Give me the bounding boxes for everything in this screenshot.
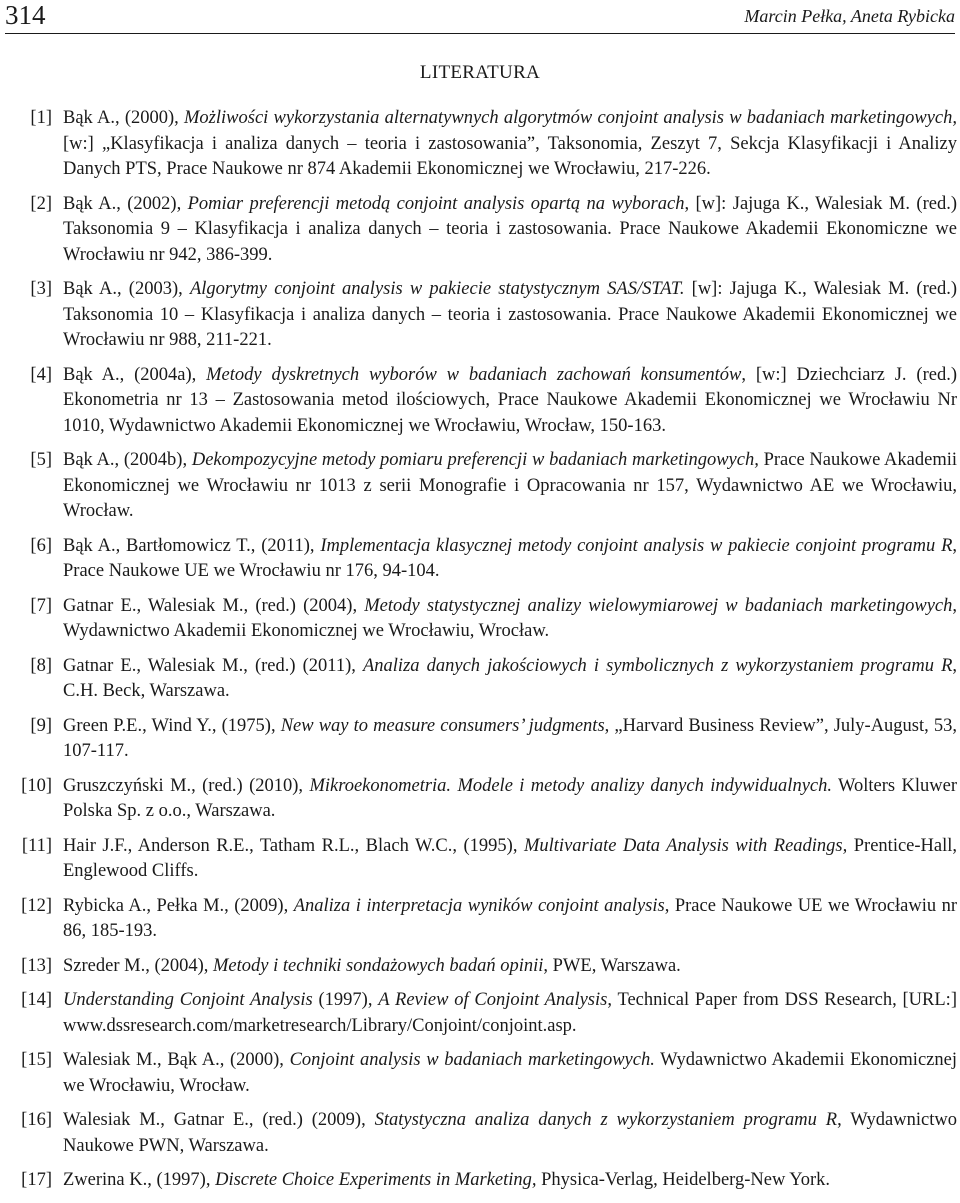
reference-text-segment: , Prace Naukowe UE we Wrocławiu nr 176, 94-104. [63,535,958,581]
reference-item [0,654,960,705]
reference-number: [15] [21,1050,52,1070]
reference-text [63,448,957,525]
reference-title-italic: Pomiar preferencji metodą conjoint analysis opartą na wyborach [187,193,685,214]
reference-text-segment: Physica-Verlag, Heidelberg-New York. [536,1170,831,1190]
reference-title-italic: A Review of Conjoint Analysis [378,990,608,1010]
reference-number: [16] [21,1110,52,1130]
reference-text-segment: Bąk A., (2000), [63,108,185,128]
reference-item [0,106,960,183]
reference-item [0,1108,960,1159]
reference-text [63,594,957,645]
section-title: LITERATURA [419,62,541,83]
reference-title-italic: Metody i techniki sondażowych badań opinii [213,955,544,976]
reference-text-segment: Prace Naukowe Akademii Ekonomicznej we Wrocławiu nr 1013 z serii Monografie i Opracowania nr 157, Wydawnictwo AE we Wrocławiu, Wrocław. [63,450,957,521]
reference-text [63,363,957,440]
reference-text [63,894,957,945]
reference-text-segment: Walesiak M., Gatnar E., (red.) (2009), [63,1110,375,1130]
reference-text-segment: , C.H. Beck, Warszawa. [63,655,957,701]
reference-text-segment: , [w]: Jajuga K., Walesiak M. (red.) Taksonomia 9 – Klasyfikacja i analiza danych – teoria i zastosowania. Prace Naukowe Akademii Ekonomiczne we Wrocławiu nr 942, 386-399. [63,193,957,265]
reference-text-segment: Bąk A., (2003), [63,279,190,299]
reference-text-segment: Szreder M., (2004), [63,955,214,976]
reference-title-italic: Statystyczna analiza danych z wykorzystaniem programu R [374,1110,838,1130]
reference-text-segment: Walesiak M., Bąk A., (2000), [63,1050,290,1070]
reference-text [63,714,957,765]
reference-number: [17] [21,1170,52,1190]
reference-text-segment: [w:] „Klasyfikacja i analiza danych – teoria i zastosowania”, Taksonomia, Zeszyt 7, Sekcja Klasyfikacji i Analizy Danych PTS, Prace Naukowe nr 874 Akademii Ekonomicznej we Wrocławiu, 217-226. [63,133,957,179]
reference-text-segment: , Wydawnictwo Akademii Ekonomicznej we Wrocławiu, Wrocław. [63,595,958,641]
reference-number: [5] [30,450,52,470]
reference-item [0,834,960,885]
reference-number: [7] [30,595,52,616]
reference-text [63,1048,957,1099]
reference-text-segment: , „Harvard Business Review”, July-August, 53, 107-117. [63,715,958,761]
reference-title-italic: Analiza i interpretacja wyników conjoint analysis [293,895,665,916]
page-header [0,0,960,36]
reference-text-segment: Wolters Kluwer Polska Sp. z o.o., Warszawa. [63,775,957,821]
reference-number: [13] [21,955,52,976]
reference-text-segment: , [w:] Dziechciarz J. (red.) Ekonometria nr 13 – Zastosowania metod ilościowych, Prace Naukowe Akademii Ekonomicznej we Wrocławiu Nr 1010, Wydawnictwo Akademii Ekonomicznej we Wrocławiu, Wrocław, 150-163. [63,364,957,436]
reference-text [63,654,957,705]
reference-item [0,277,960,354]
running-head-authors: Marcin Pełka, Aneta Rybicka [744,6,955,26]
reference-title-italic: Implementacja klasycznej metody conjoint analysis w pakiecie conjoint programu R [320,535,953,556]
reference-item [0,1168,960,1194]
reference-item [0,988,960,1039]
reference-item [0,192,960,269]
reference-text [63,1108,957,1159]
reference-text-segment: Hair J.F., Anderson R.E., Tatham R.L., Blach W.C., (1995), [63,835,524,856]
reference-text [63,1168,957,1194]
reference-text-segment: , Wydawnictwo Naukowe PWN, Warszawa. [63,1110,957,1156]
reference-number: [11] [21,835,52,856]
reference-text-segment: Bąk A., (2004b), [63,450,192,470]
reference-text-segment: Gatnar E., Walesiak M., (red.) (2011), [63,655,363,676]
reference-title-italic: Conjoint analysis w badaniach marketingowych. [289,1050,655,1070]
reference-text-segment: Wydawnictwo Akademii Ekonomicznej we Wrocławiu, Wrocław. [63,1050,957,1096]
reference-number: [1] [30,108,52,128]
reference-item [0,594,960,645]
reference-item [0,774,960,825]
reference-text-segment: Gruszczyński M., (red.) (2010), [63,775,310,796]
reference-text-segment: Rybicka A., Pełka M., (2009), [63,895,294,916]
reference-text-segment: , Technical Paper from DSS Research, [URL:] www.dssresearch.com/marketresearch/Library/Conjoint/conjoint.asp. [63,990,957,1036]
reference-text-segment: , PWE, Warszawa. [543,955,681,976]
reference-title-italic: Analiza danych jakościowych i symbolicznych z wykorzystaniem programu R [362,655,953,676]
reference-text [63,774,957,825]
reference-item [0,363,960,440]
reference-title-italic: Metody statystycznej analizy wielowymiarowej w badaniach marketingowych [364,595,953,616]
reference-title-italic: New way to measure consumers’ judgments [280,715,605,736]
reference-title-italic: Mikroekonometria. Modele i metody analizy danych indywidualnych. [309,775,832,796]
reference-number: [8] [30,655,52,676]
reference-number: [14] [21,990,52,1010]
reference-text [63,534,957,585]
reference-list [0,106,960,1203]
reference-item [0,1048,960,1099]
reference-number: [12] [21,895,52,916]
reference-text-segment: Prentice-Hall, Englewood Cliffs. [63,835,958,881]
reference-text [63,954,957,980]
page-number: 314 [5,0,46,30]
reference-title-italic: Understanding Conjoint Analysis [63,990,313,1010]
reference-item [0,714,960,765]
reference-number: [3] [30,279,52,299]
reference-item [0,448,960,525]
reference-text-segment: Gatnar E., Walesiak M., (red.) (2004), [63,595,365,616]
reference-text-segment: Zwerina K., (1997), [63,1170,216,1190]
reference-text-segment: Green P.E., Wind Y., (1975), [63,715,281,736]
reference-text [63,834,957,885]
reference-text [63,106,957,183]
reference-item [0,954,960,980]
reference-title-italic: Dekompozycyjne metody pomiaru preferencji w badaniach marketingowych, [191,450,759,470]
reference-text-segment: Bąk A., (2002), [63,193,188,214]
reference-number: [2] [30,193,52,214]
reference-text [63,988,957,1039]
header-rule [5,33,955,34]
reference-title-italic: Możliwości wykorzystania alternatywnych algorytmów conjoint analysis w badaniach marketingowych, [184,108,957,128]
reference-item [0,534,960,585]
reference-number: [4] [30,364,52,385]
reference-text-segment: (1997), [312,990,379,1010]
reference-text [63,192,957,269]
reference-text-segment: [w]: Jajuga K., Walesiak M. (red.) Taksonomia 10 – Klasyfikacja i analiza danych – teoria i zastosowania. Prace Naukowe Akademii Ekonomicznej we Wrocławiu nr 988, 211-221. [63,279,958,350]
reference-title-italic: Discrete Choice Experiments in Marketing, [215,1170,537,1190]
reference-title-italic: Metody dyskretnych wyborów w badaniach zachowań konsumentów [206,364,742,385]
reference-title-italic: Multivariate Data Analysis with Readings, [523,835,848,856]
reference-text-segment: Bąk A., Bartłomowicz T., (2011), [63,535,321,556]
reference-number: [9] [30,715,52,736]
reference-text-segment: Bąk A., (2004a), [63,364,207,385]
reference-text-segment: , Prace Naukowe UE we Wrocławiu nr 86, 185-193. [63,895,957,941]
reference-text [63,277,957,354]
reference-number: [10] [21,775,52,796]
reference-item [0,894,960,945]
reference-number: [6] [30,535,52,556]
reference-title-italic: Algorytmy conjoint analysis w pakiecie statystycznym SAS/STAT. [189,279,685,299]
